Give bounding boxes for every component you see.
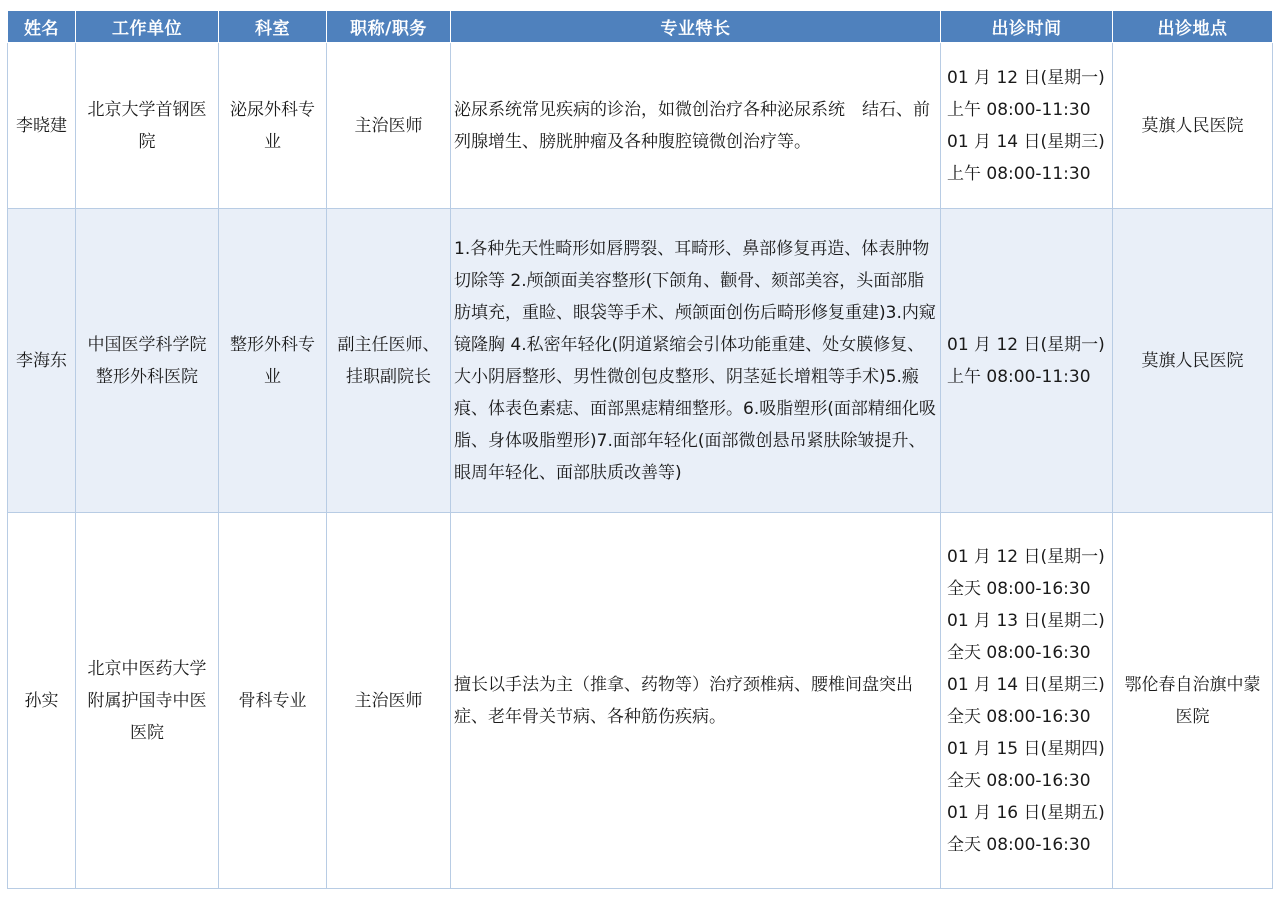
time-line: 上午 08:00-11:30 xyxy=(947,163,1091,184)
job-title: 主治医师 xyxy=(327,43,451,209)
time-line: 上午 08:00-11:30 xyxy=(947,366,1091,387)
time-line: 01 月 13 日(星期二) xyxy=(947,610,1105,631)
time-line: 01 月 15 日(星期四) xyxy=(947,738,1105,759)
header-location: 出诊地点 xyxy=(1113,11,1273,43)
clinic-time xyxy=(941,209,1113,513)
job-title: 副主任医师、挂职副院长 xyxy=(327,209,451,513)
doctor-name: 孙实 xyxy=(8,513,76,889)
header-specialty: 专业特长 xyxy=(451,11,941,43)
clinic-location: 莫旗人民医院 xyxy=(1113,43,1273,209)
header-unit: 工作单位 xyxy=(76,11,219,43)
specialty: 1.各种先天性畸形如唇腭裂、耳畸形、鼻部修复再造、体表肿物切除等 2.颅颌面美容整形(下颌角、颧骨、颏部美容，头面部脂肪填充，重睑、眼袋等手术、颅颌面创伤后畸形修复重建)3.内窥镜隆胸 4.私密年轻化(阴道紧缩会引体功能重建、处女膜修复、大小阴唇整形、男性微创包皮整形、阴茎延长增粗等手术)5.瘢痕、体表色素痣、面部黑痣精细整形。6.吸脂塑形(面部精细化吸脂、身体吸脂塑形)7.面部年轻化(面部微创悬吊紧肤除皱提升、眼周年轻化、面部肤质改善等) xyxy=(451,209,941,513)
clinic-location: 莫旗人民医院 xyxy=(1113,209,1273,513)
doctor-schedule-table xyxy=(7,10,1273,889)
time-line: 全天 08:00-16:30 xyxy=(947,578,1091,599)
table-row xyxy=(8,43,1273,209)
doctor-name: 李海东 xyxy=(8,209,76,513)
header-dept: 科室 xyxy=(219,11,327,43)
time-line: 上午 08:00-11:30 xyxy=(947,99,1091,120)
table-row xyxy=(8,513,1273,889)
time-line: 01 月 12 日(星期一) xyxy=(947,546,1105,567)
time-line: 全天 08:00-16:30 xyxy=(947,706,1091,727)
specialty: 擅长以手法为主（推拿、药物等）治疗颈椎病、腰椎间盘突出症、老年骨关节病、各种筋伤疾病。 xyxy=(451,513,941,889)
time-line: 01 月 14 日(星期三) xyxy=(947,674,1105,695)
department: 骨科专业 xyxy=(219,513,327,889)
time-line: 01 月 12 日(星期一) xyxy=(947,334,1105,355)
department: 泌尿外科专业 xyxy=(219,43,327,209)
time-line: 01 月 16 日(星期五) xyxy=(947,802,1105,823)
time-line: 全天 08:00-16:30 xyxy=(947,834,1091,855)
schedule-table-container xyxy=(7,10,1272,889)
doctor-name: 李晓建 xyxy=(8,43,76,209)
time-line: 全天 08:00-16:30 xyxy=(947,770,1091,791)
clinic-time xyxy=(941,513,1113,889)
department: 整形外科专业 xyxy=(219,209,327,513)
job-title: 主治医师 xyxy=(327,513,451,889)
time-line: 01 月 14 日(星期三) xyxy=(947,131,1105,152)
clinic-location: 鄂伦春自治旗中蒙医院 xyxy=(1113,513,1273,889)
header-row xyxy=(8,11,1273,43)
header-title: 职称/职务 xyxy=(327,11,451,43)
work-unit: 北京中医药大学附属护国寺中医医院 xyxy=(76,513,219,889)
header-time: 出诊时间 xyxy=(941,11,1113,43)
specialty: 泌尿系统常见疾病的诊治，如微创治疗各种泌尿系统 结石、前列腺增生、膀胱肿瘤及各种腹腔镜微创治疗等。 xyxy=(451,43,941,209)
work-unit: 北京大学首钢医院 xyxy=(76,43,219,209)
time-line: 01 月 12 日(星期一) xyxy=(947,67,1105,88)
time-line: 全天 08:00-16:30 xyxy=(947,642,1091,663)
clinic-time xyxy=(941,43,1113,209)
work-unit: 中国医学科学院整形外科医院 xyxy=(76,209,219,513)
header-name: 姓名 xyxy=(8,11,76,43)
table-row xyxy=(8,209,1273,513)
